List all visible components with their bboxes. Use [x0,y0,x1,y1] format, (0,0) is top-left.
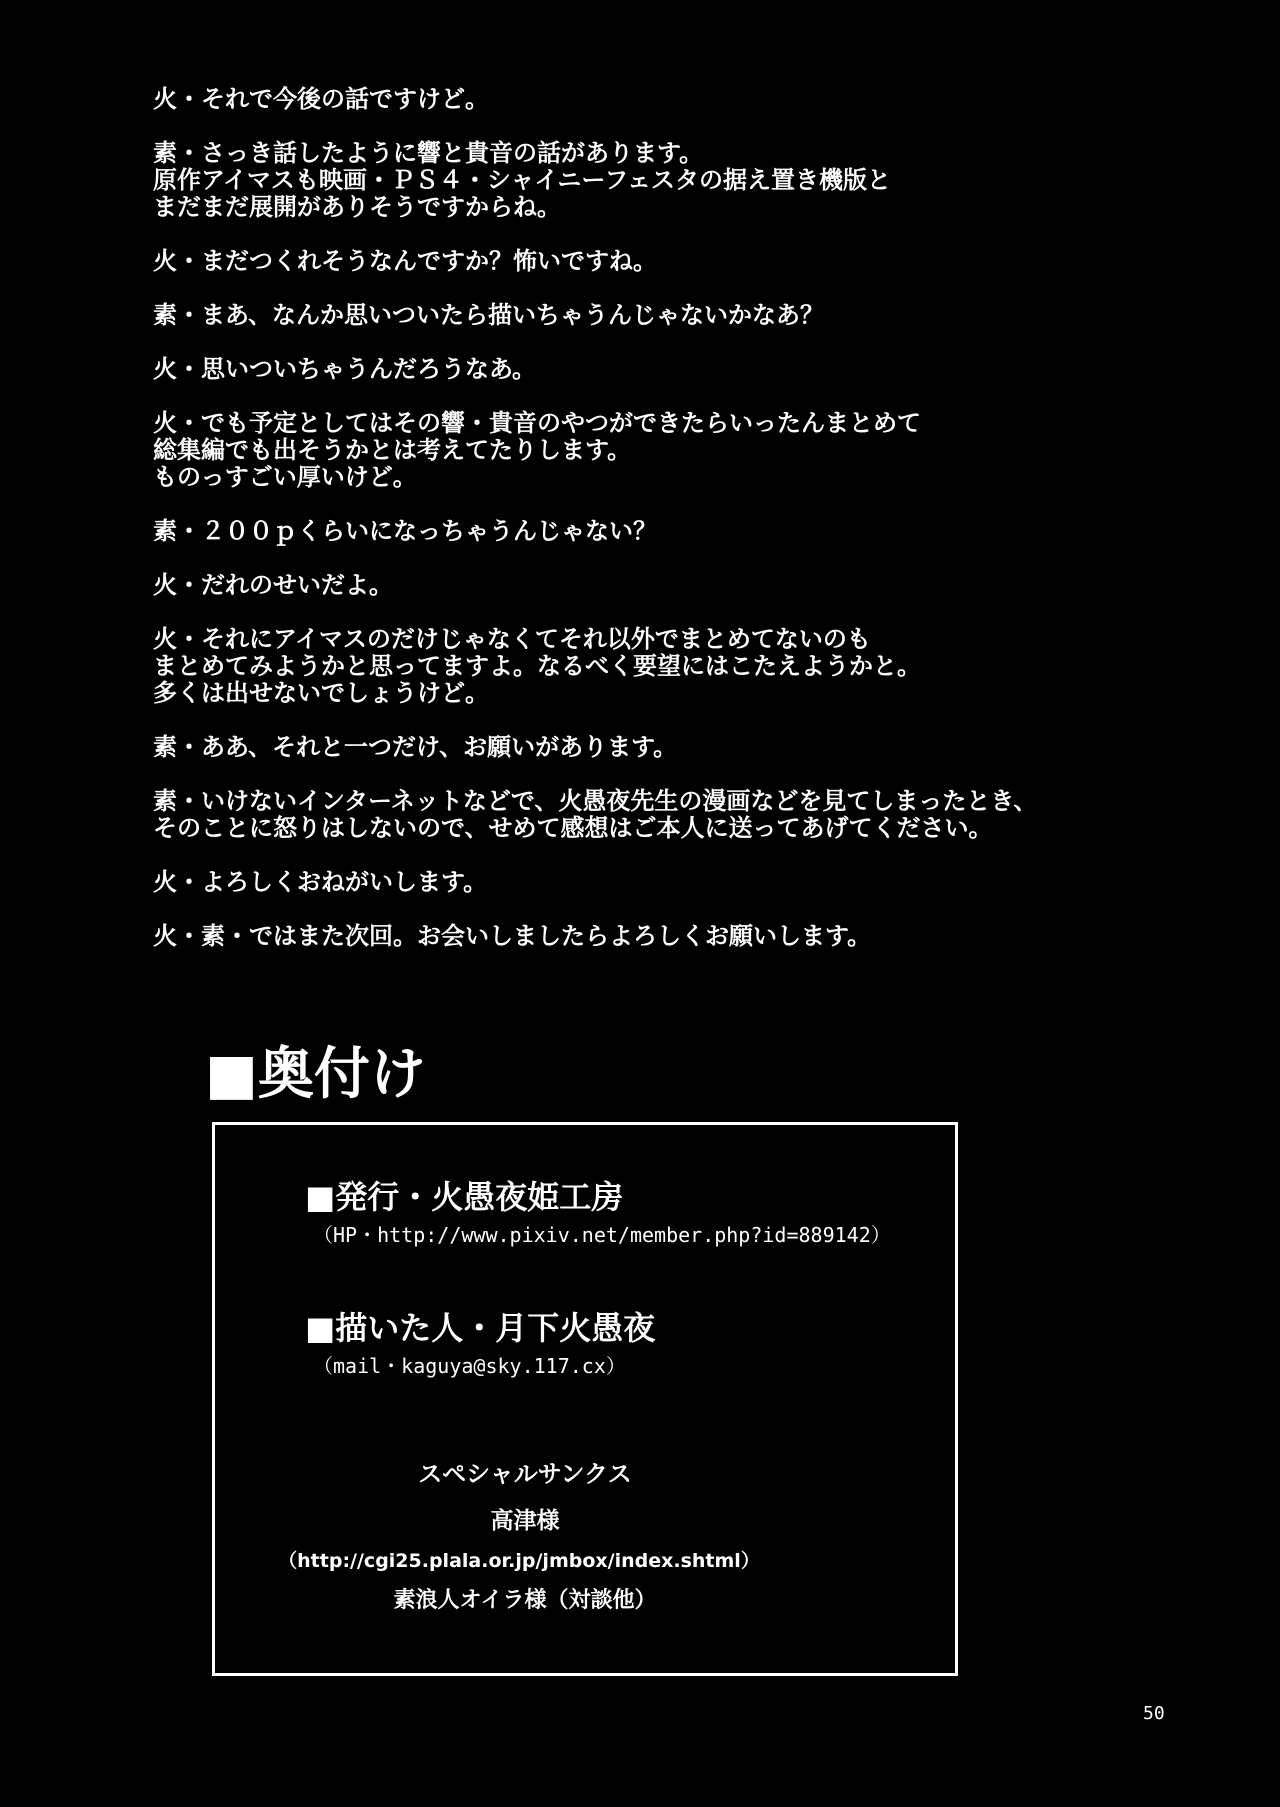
dialogue-line: 火・思いついちゃうんだろうなあ。 [153,355,537,383]
dialogue-paragraph [153,86,1203,113]
dialogue-paragraph [153,788,1203,842]
dialogue-paragraph [153,140,1203,221]
artist-mail: （mail・kaguya@sky.117.cx） [313,1354,626,1378]
dialogue-paragraph [153,734,1203,761]
dialogue-paragraph [153,518,1203,545]
dialogue-line: 火・それにアイマスのだけじゃなくてそれ以外でまとめてないのも [153,625,871,653]
thanks-url: （http://cgi25.plala.or.jp/jmbox/index.shtml） [278,1550,760,1572]
dialogue-line: 素・２００ｐくらいになっちゃうんじゃない？ [153,517,657,545]
dialogue-line: 火・まだつくれそうなんですか？怖いですね。 [153,247,657,275]
dialogue-line: 素・いけないインターネットなどで、火愚夜先生の漫画などを見てしまったとき、 [153,787,1038,815]
dialogue-line: そのことに怒りはしないので、せめて感想はご本人に送ってあげてください。 [153,814,993,842]
thanks-name: 素浪人オイラ様（対談他） [393,1588,657,1613]
dialogue-line: 火・素・ではまた次回。お会いしましたらよろしくお願いします。 [153,922,872,950]
colophon-heading: ■奥付け [205,1042,426,1107]
dialogue-line: 多くは出せないでしょうけど。 [153,679,489,707]
dialogue-paragraph [153,869,1203,896]
dialogue-line: 素・さっき話したように響と貴音の話があります。 [153,139,704,167]
dialogue-section [153,86,1203,977]
dialogue-line: 火・それで今後の話ですけど。 [153,85,489,113]
dialogue-paragraph [153,410,1203,491]
dialogue-paragraph [153,356,1203,383]
publisher-url: （HP・http://www.pixiv.net/member.php?id=889142） [313,1223,891,1247]
dialogue-line: ものっすごい厚いけど。 [153,463,417,491]
thanks-name: 高津様 [490,1508,560,1534]
dialogue-paragraph [153,923,1203,950]
dialogue-line: 火・だれのせいだよ。 [153,571,393,599]
dialogue-paragraph [153,626,1203,707]
page-number: 50 [1143,1703,1165,1724]
dialogue-line: まとめてみようかと思ってますよ。なるべく要望にはこたえようかと。 [153,652,921,680]
dialogue-line: 原作アイマスも映画・ＰＳ４・シャイニーフェスタの据え置き機版と [153,166,891,194]
dialogue-line: 素・まあ、なんか思いついたら描いちゃうんじゃないかなあ？ [153,301,825,329]
colophon-box [212,1122,958,1676]
dialogue-line: 素・ああ、それと一つだけ、お願いがあります。 [153,733,678,761]
dialogue-line: まだまだ展開がありそうですからね。 [153,193,561,221]
special-thanks-heading: スペシャルサンクス [418,1460,632,1488]
dialogue-line: 総集編でも出そうかとは考えてたりします。 [153,436,632,464]
dialogue-line: 火・でも予定としてはその響・貴音のやつができたらいったんまとめて [153,409,921,437]
dialogue-line: 火・よろしくおねがいします。 [153,868,488,896]
publisher-title: ■発行・火愚夜姫工房 [305,1178,624,1216]
dialogue-paragraph [153,302,1203,329]
artist-title: ■描いた人・月下火愚夜 [305,1309,656,1347]
dialogue-paragraph [153,248,1203,275]
dialogue-paragraph [153,572,1203,599]
